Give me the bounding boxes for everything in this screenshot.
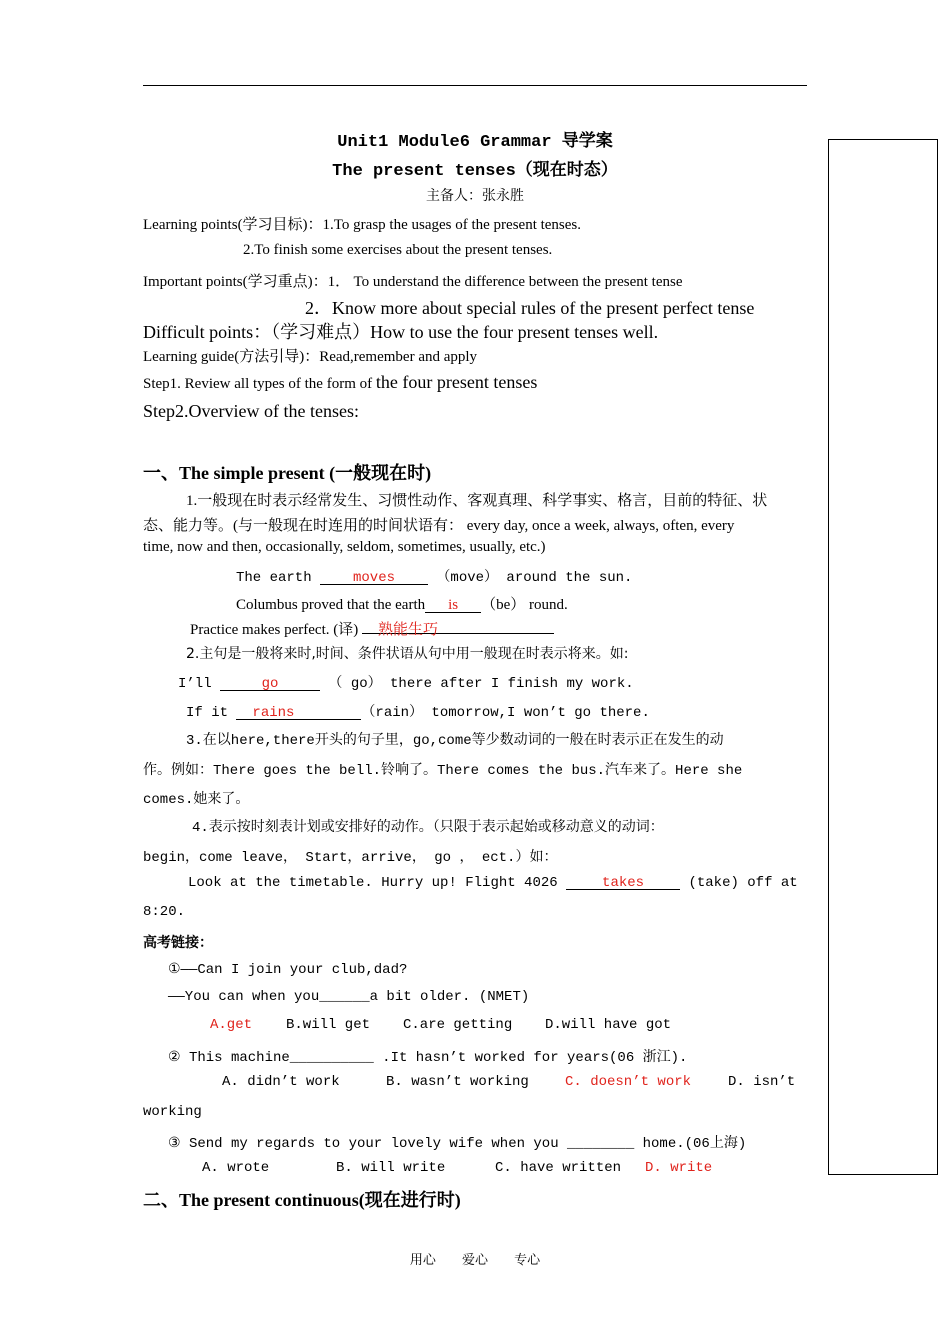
- margin-box: [828, 139, 938, 1175]
- q1-line2: ——You can when you______a bit older. (NMET): [168, 989, 530, 1005]
- q1-line1: ①——Can I join your club,dad?: [168, 962, 408, 978]
- exercise-practice: [190, 618, 554, 639]
- q2-option-b: B. wasn’t working: [386, 1074, 529, 1090]
- para4-line1: 4.表示按时刻表计划或安排好的动作。（只限于表示起始或移动意义的动词：: [192, 820, 664, 836]
- exercise-rain: [186, 701, 650, 721]
- footer-item: 用心: [409, 1253, 436, 1268]
- learning-points-2: 2.To finish some exercises about the present tenses.: [243, 242, 553, 258]
- exercise-columbus: [236, 593, 568, 614]
- title-line1: Unit1 Module6 Grammar 导学案: [337, 133, 613, 152]
- answer: moves: [353, 570, 396, 586]
- section2-heading: 二、The present continuous(现在进行时): [143, 1190, 461, 1210]
- answer-blank: [220, 676, 320, 691]
- exercise-go: [178, 672, 634, 692]
- footer-item: 专心: [514, 1253, 541, 1268]
- exercise-text: The earth: [236, 570, 321, 586]
- answer-blank: [566, 875, 680, 890]
- answer: 熟能生巧: [378, 620, 439, 638]
- section1-heading: 一、The simple present (一般现在时): [143, 463, 432, 483]
- q2-line1: ② This machine__________ .It hasn’t worked for years(06 浙江).: [168, 1050, 688, 1066]
- step1-prefix: Step1. Review all types of the form of: [143, 376, 376, 392]
- answer: rains: [252, 705, 295, 721]
- important-points-1: [143, 270, 683, 291]
- step1: [143, 372, 537, 393]
- q3-option-c: C. have written: [495, 1160, 622, 1176]
- para1-line3: time, now and then, occasionally, seldom, sometimes, usually, etc.): [143, 539, 546, 555]
- answer-blank: [425, 597, 481, 613]
- footer-item: 爱心: [461, 1253, 488, 1268]
- gaokao-heading: 高考链接：: [143, 935, 213, 951]
- exercise-text: Look at the timetable. Hurry up! Flight 4026: [188, 875, 567, 891]
- exercise-text: If it: [186, 705, 237, 721]
- important-points-2: 2．Know more about special rules of the present perfect tense: [305, 298, 755, 318]
- answer-blank: [236, 705, 361, 720]
- step1-suffix: the four present tenses: [375, 372, 538, 392]
- exercise-text: （rain） tomorrow,I won’t go there.: [361, 705, 650, 721]
- exercise-text: Columbus proved that the earth: [236, 597, 426, 613]
- exercise-text: (take) off at: [680, 875, 798, 891]
- q3-option-d: D. write: [645, 1160, 713, 1176]
- exercise-timetable-line2: 8:20.: [143, 904, 186, 920]
- important-points-1-text: Important points(学习重点)：1． To understand the difference between the present tense: [143, 274, 683, 290]
- exercise-timetable: [188, 875, 798, 891]
- q2-option-c: C. doesn’t work: [565, 1074, 692, 1090]
- answer: is: [448, 597, 459, 613]
- para1-line1: 1.一般现在时表示经常发生、习惯性动作、客观真理、科学事实、格言，目前的特征、状: [186, 493, 768, 509]
- q1-option-b: B.will get: [286, 1017, 371, 1033]
- para3-line3: comes.她来了。: [143, 792, 250, 808]
- q2-option-a: A. didn’t work: [222, 1074, 340, 1090]
- para2: 2.主句是一般将来时,时间、条件状语从句中用一般现在时表示将来。如:: [186, 646, 629, 662]
- answer: takes: [602, 875, 645, 891]
- learning-points-1: Learning points(学习目标)：1.To grasp the usages of the present tenses.: [143, 217, 582, 233]
- q1-option-a: A.get: [210, 1017, 253, 1033]
- exercise-earth: [236, 566, 632, 586]
- q1-option-d: D.will have got: [545, 1017, 672, 1033]
- answer-blank: [362, 618, 554, 638]
- title-line2: The present tenses（现在时态）: [332, 162, 618, 181]
- q3-option-a: A. wrote: [202, 1160, 270, 1176]
- exercise-text: （be） round.: [481, 597, 568, 613]
- q3-line1: ③ Send my regards to your lovely wife when you ________ home.(06上海): [168, 1136, 747, 1152]
- q1-option-c: C.are getting: [403, 1017, 513, 1033]
- step2: Step2.Overview of the tenses:: [143, 401, 359, 421]
- author: 主备人：张永胜: [426, 188, 524, 204]
- para4-line2: begin，come leave， Start，arrive， go ， ect.）如：: [143, 850, 558, 866]
- header-rule: [143, 85, 807, 86]
- para1-line2: 态、能力等。(与一般现在时连用的时间状语有： every day, once a week, always, often, every: [143, 518, 735, 534]
- exercise-text: （ go） there after I finish my work.: [320, 676, 634, 692]
- q2-option-d: D. isn’t: [728, 1074, 796, 1090]
- q2-line3: working: [143, 1104, 202, 1120]
- exercise-text: Practice makes perfect. (译): [190, 622, 362, 638]
- answer: go: [261, 676, 279, 692]
- exercise-text: I’ll: [178, 676, 221, 692]
- answer-blank: [320, 570, 428, 585]
- footer: [0, 1249, 950, 1268]
- para3-line2: 作。例如：There goes the bell.铃响了。There comes the bus.汽车来了。Here she: [143, 763, 743, 779]
- para3-line1: 3.在以here,there开头的句子里，go,come等少数动词的一般在时表示正在发生的动: [186, 733, 724, 749]
- exercise-text: （move） around the sun.: [428, 570, 633, 586]
- learning-guide: Learning guide(方法引导)：Read,remember and apply: [143, 349, 478, 365]
- q3-option-b: B. will write: [336, 1160, 446, 1176]
- difficult-points: Difficult points：（学习难点）How to use the four present tenses well.: [143, 322, 659, 342]
